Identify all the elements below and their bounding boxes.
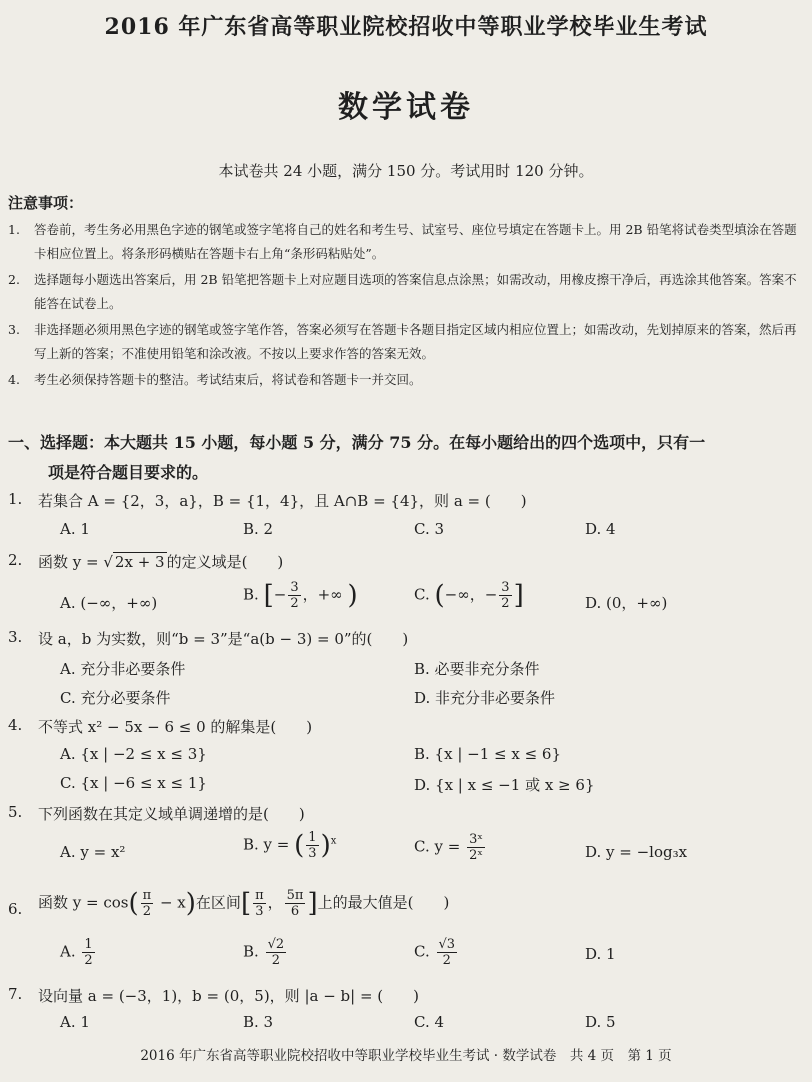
question-stem xyxy=(38,888,449,919)
notice-number: 1. xyxy=(8,222,20,237)
stem-text: 在区间 xyxy=(195,893,241,912)
question-number: 4. xyxy=(8,716,23,734)
option-a: A. y = x² xyxy=(60,843,126,861)
question-number: 6. xyxy=(8,900,23,918)
fraction xyxy=(266,937,287,968)
numerator: √3 xyxy=(438,937,456,952)
fraction xyxy=(437,937,458,968)
fraction xyxy=(141,888,154,919)
question-number: 7. xyxy=(8,985,23,1003)
stem-text: 函数 y = xyxy=(38,553,104,571)
bracket: ( xyxy=(294,830,305,861)
option-d: D. {x | x ≤ −1 或 x ≥ 6} xyxy=(414,776,595,794)
notice-item xyxy=(8,368,798,392)
denominator: 2 xyxy=(84,953,93,968)
bracket: [ xyxy=(240,888,252,919)
notice-number: 4. xyxy=(8,372,20,387)
option-c: C. {x | −6 ≤ x ≤ 1} xyxy=(60,774,207,792)
option-b: B. {x | −1 ≤ x ≤ 6} xyxy=(414,745,562,763)
option-c: C. 4 xyxy=(414,1013,445,1031)
fraction xyxy=(253,888,266,919)
numerator: π xyxy=(142,888,152,903)
option-letter: B. xyxy=(243,942,259,961)
bracket: [ xyxy=(263,580,274,611)
option-a xyxy=(60,937,97,968)
notice-title: 注意事项： xyxy=(8,194,84,212)
notice-text: 考生必须保持答题卡的整洁。考试结束后，将试卷和答题卡一并交回。 xyxy=(34,372,422,387)
numerator: 5π xyxy=(286,888,304,903)
numerator: π xyxy=(255,888,264,903)
option-letter: C. xyxy=(414,585,430,604)
bracket: ( xyxy=(128,888,139,919)
option-text: B. y = xyxy=(243,835,295,854)
option-text: C. y = xyxy=(414,837,466,856)
option-b: B. 3 xyxy=(243,1013,274,1031)
denominator: 2 xyxy=(290,596,299,611)
denominator: 3 xyxy=(255,904,264,919)
notice-number: 3. xyxy=(8,322,20,337)
notice-item xyxy=(8,268,798,316)
stem-text: − x xyxy=(155,893,186,912)
numerator: 3 xyxy=(501,580,510,595)
denominator: 2 xyxy=(442,953,451,968)
option-d: D. 5 xyxy=(585,1013,616,1031)
option-letter: B. xyxy=(243,585,259,604)
section-heading-line2: 项是符合题目要求的。 xyxy=(48,463,209,482)
notice-list xyxy=(8,218,798,394)
option-d: D. 1 xyxy=(585,945,616,963)
question-stem: 函数 y = √ 2x + 3 的定义域是( ) xyxy=(38,553,284,571)
question-number: 5. xyxy=(8,803,23,821)
option-b xyxy=(243,830,336,861)
fraction xyxy=(467,832,485,863)
option-c xyxy=(414,937,459,968)
option-c xyxy=(414,832,487,863)
bracket: ] xyxy=(307,888,318,919)
fraction xyxy=(499,580,511,611)
paper-title: 数学试卷 xyxy=(338,90,474,125)
option-d: D. 4 xyxy=(585,520,616,538)
option-d: D. (0，+∞) xyxy=(585,594,668,612)
option-a: A. (−∞，+∞) xyxy=(60,594,158,612)
notice-text: 选择题每小题选出答案后，用 2B 铅笔把答题卡上对应题目选项的答案信息点涂黑；如需改动，用橡皮擦干净后，再选涂其他答案。答案不能答在试卷上。 xyxy=(34,272,797,311)
option-a: A. 充分非必要条件 xyxy=(60,660,186,678)
option-c xyxy=(414,580,524,611)
option-letter: A. xyxy=(60,942,76,961)
denominator: 6 xyxy=(290,904,300,919)
question-number: 1. xyxy=(8,490,23,508)
option-b: B. 必要非充分条件 xyxy=(414,660,540,678)
option-c: C. 3 xyxy=(414,520,445,538)
numerator: 3ˣ xyxy=(469,832,483,847)
exponent: x xyxy=(330,835,337,847)
numerator: 1 xyxy=(84,937,93,952)
denominator: 2 xyxy=(501,596,510,611)
option-d: D. 非充分非必要条件 xyxy=(414,689,556,707)
fraction xyxy=(82,937,94,968)
denominator: 3 xyxy=(308,846,317,861)
fraction xyxy=(306,830,318,861)
fraction xyxy=(285,888,306,919)
notice-number: 2. xyxy=(8,272,20,287)
question-stem: 下列函数在其定义域单调递增的是( ) xyxy=(38,805,305,823)
bracket: ) xyxy=(320,830,331,861)
bracket: ) xyxy=(347,580,358,611)
numerator: 1 xyxy=(308,830,317,845)
option-text: −∞，− xyxy=(444,585,498,604)
denominator: 2 xyxy=(142,904,152,919)
exam-title: 2016 年广东省高等职业院校招收中等职业学校毕业生考试 xyxy=(104,14,708,40)
option-text: ，+∞ xyxy=(302,585,343,604)
option-letter: C. xyxy=(414,942,430,961)
section-heading xyxy=(8,428,798,488)
option-b xyxy=(243,580,358,611)
denominator: 2ˣ xyxy=(469,848,483,863)
option-c: C. 充分必要条件 xyxy=(60,689,171,707)
bracket: ( xyxy=(434,580,445,611)
fraction xyxy=(288,580,300,611)
option-a: A. 1 xyxy=(60,1013,90,1031)
option-d: D. y = −log₃x xyxy=(585,843,688,861)
notice-text: 答卷前，考生务必用黑色字迹的钢笔或签字笔将自己的姓名和考生号、试室号、座位号填定在答题卡上。用 2B 铅笔将试卷类型填涂在答题卡相应位置上。将条形码横贴在答题卡右上角“条形码粘贴处”。 xyxy=(34,222,797,261)
notice-text: 非选择题必须用黑色字迹的钢笔或签字笔作答，答案必须写在答题卡各题目指定区域内相应位置上；如需改动，先划掉原来的答案，然后再写上新的答案；不准使用铅笔和涂改液。不按以上要求作答的答案无效。 xyxy=(34,322,797,361)
question-stem: 设向量 a = (−3，1)，b = (0，5)，则 |a − b| = ( ) xyxy=(38,987,420,1005)
page-footer: 2016 年广东省高等职业院校招收中等职业学校毕业生考试 · 数学试卷 共 4 页 第 1 页 xyxy=(140,1048,672,1064)
question-stem: 设 a，b 为实数，则“b = 3”是“a(b − 3) = 0”的( ) xyxy=(38,630,409,648)
question-number: 3. xyxy=(8,628,23,646)
notice-item xyxy=(8,218,798,266)
numerator: 3 xyxy=(290,580,299,595)
option-a: A. {x | −2 ≤ x ≤ 3} xyxy=(60,745,207,763)
question-stem: 若集合 A = {2，3，a}，B = {1，4}，且 A∩B = {4}，则 a = ( ) xyxy=(38,492,527,510)
option-a: A. 1 xyxy=(60,520,90,538)
minus-sign: − xyxy=(273,585,287,604)
stem-text: 上的最大值是( ) xyxy=(317,893,450,912)
stem-text: ， xyxy=(267,893,283,912)
sqrt-expression: 2x + 3 xyxy=(114,553,165,571)
numerator: √2 xyxy=(267,937,285,952)
bracket: ] xyxy=(513,580,524,611)
stem-text: 函数 y = cos xyxy=(38,893,129,912)
paper-intro: 本试卷共 24 小题，满分 150 分。考试用时 120 分钟。 xyxy=(218,162,594,180)
option-b: B. 2 xyxy=(243,520,274,538)
option-b xyxy=(243,937,288,968)
stem-text: 的定义域是( ) xyxy=(166,553,284,571)
section-heading-line1: 一、选择题：本大题共 15 小题，每小题 5 分，满分 75 分。在每小题给出的四个选项中，只有一 xyxy=(8,433,706,452)
notice-item xyxy=(8,318,798,366)
question-stem: 不等式 x² − 5x − 6 ≤ 0 的解集是( ) xyxy=(38,718,313,736)
bracket: ) xyxy=(185,888,196,919)
denominator: 2 xyxy=(271,953,280,968)
question-number: 2. xyxy=(8,551,23,569)
